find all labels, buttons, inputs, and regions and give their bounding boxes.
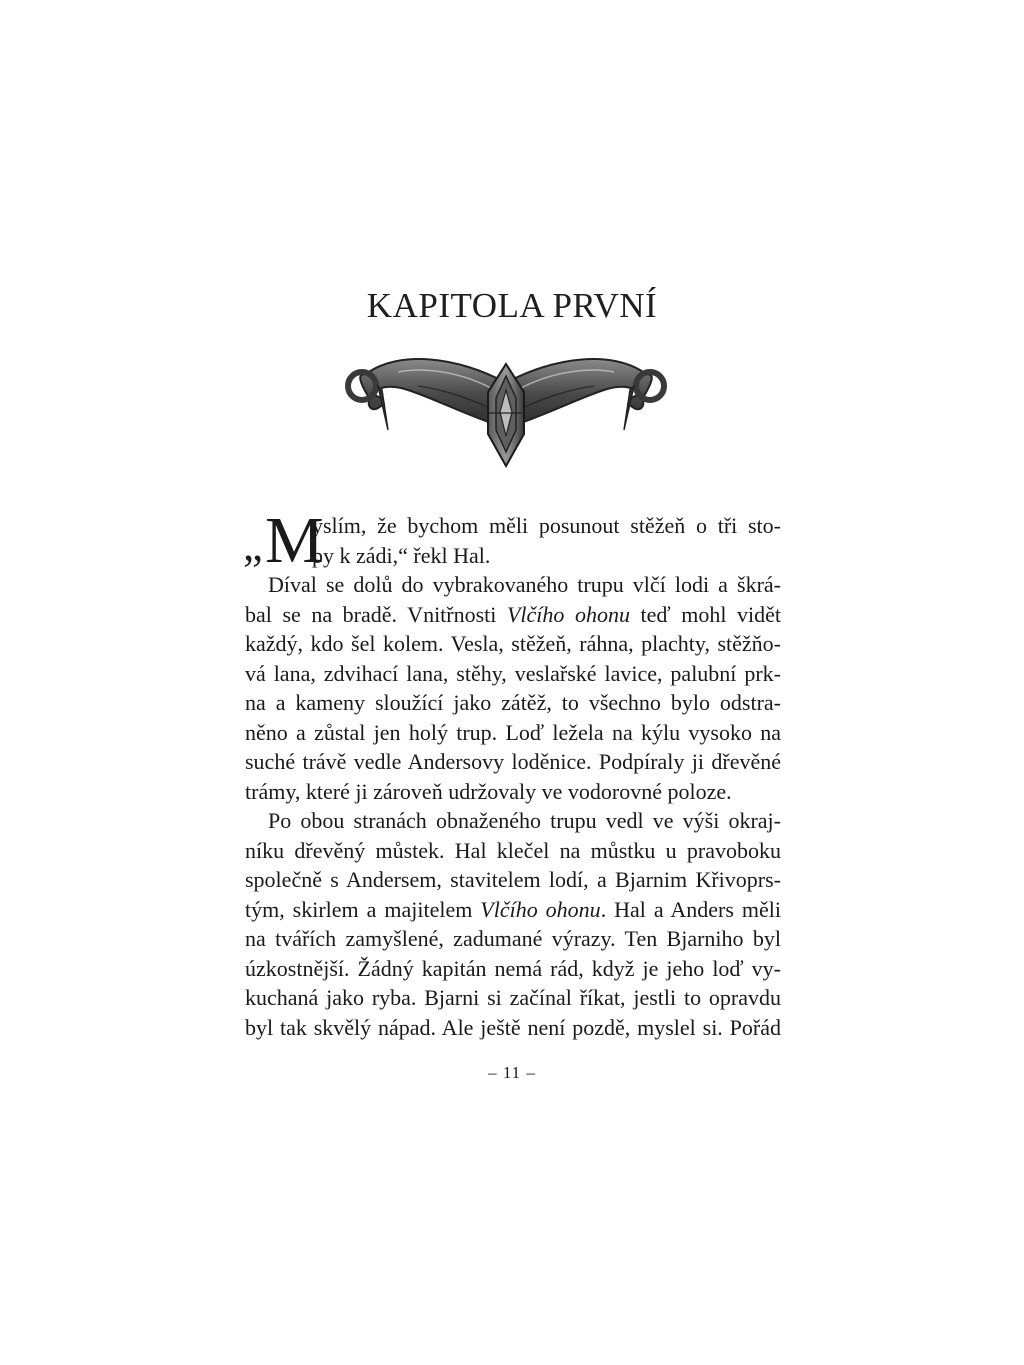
text-line: níku dřevěný můstek. Hal klečel na můstku u pravoboku: [245, 837, 781, 863]
body-text: [243, 504, 781, 1042]
viking-brooch-ornament-icon: [338, 346, 674, 470]
drop-cap-letter: M: [265, 504, 324, 577]
text-span: bal se na bradě. Vnitřnosti: [245, 601, 507, 627]
text-span: . Hal a Anders měli: [600, 896, 781, 922]
text-line: každý, kdo šel kolem. Vesla, stěžeň, ráhna, plachty, stěžňo-: [245, 631, 781, 656]
paragraph-2: [245, 570, 781, 806]
ship-name: Vlčího ohonu: [480, 896, 601, 922]
text-line: Díval se dolů do vybrakovaného trupu vlčí lodi a škrá-: [268, 572, 781, 597]
text-line: py k zádi,“ řekl Hal.: [312, 542, 491, 568]
paragraph-1: [243, 504, 781, 577]
text-line: vá lana, zdvihací lana, stěhy, veslařské lavice, palubní prk-: [245, 660, 781, 686]
text-line: suché trávě vedle Andersovy loděnice. Podpíraly ji dřevěné: [245, 749, 781, 774]
text-line: Po obou stranách obnaženého trupu vedl ve výši okraj-: [268, 808, 781, 833]
paragraph-3: [245, 806, 781, 1042]
text-line: kuchaná jako ryba. Bjarni si začínal říkat, jestli to opravdu: [245, 985, 781, 1010]
text-span: tým, skirlem a majitelem: [245, 896, 481, 922]
text-span: teď mohl vidět: [629, 601, 781, 627]
text-line: na a kameny sloužící jako zátěž, to všechno bylo odstra-: [245, 690, 781, 715]
opening-quote: „: [243, 521, 263, 570]
text-line: úzkostnější. Žádný kapitán nemá rád, když je jeho loď vy-: [245, 955, 781, 981]
text-line: na tvářích zamyšlené, zadumané výrazy. Ten Bjarniho byl: [245, 926, 781, 951]
text-line: trámy, které ji zároveň udržovaly ve vodorovné poloze.: [245, 778, 732, 804]
text-line: [245, 895, 781, 925]
page-number: – 11 –: [488, 1063, 536, 1082]
text-line: [245, 600, 781, 630]
text-line: byl tak skvělý nápad. Ale ještě není pozdě, myslel si. Pořád: [245, 1014, 781, 1040]
chapter-title: KAPITOLA PRVNÍ: [366, 286, 658, 325]
text-line: yslím, že bychom měli posunout stěžeň o tři sto-: [312, 513, 781, 538]
text-line: společně s Andersem, stavitelem lodí, a Bjarnim Křivoprs-: [245, 867, 781, 892]
text-line: něno a zůstal jen holý trup. Loď ležela na kýlu vysoko na: [245, 719, 781, 745]
ship-name: Vlčího ohonu: [506, 601, 630, 627]
